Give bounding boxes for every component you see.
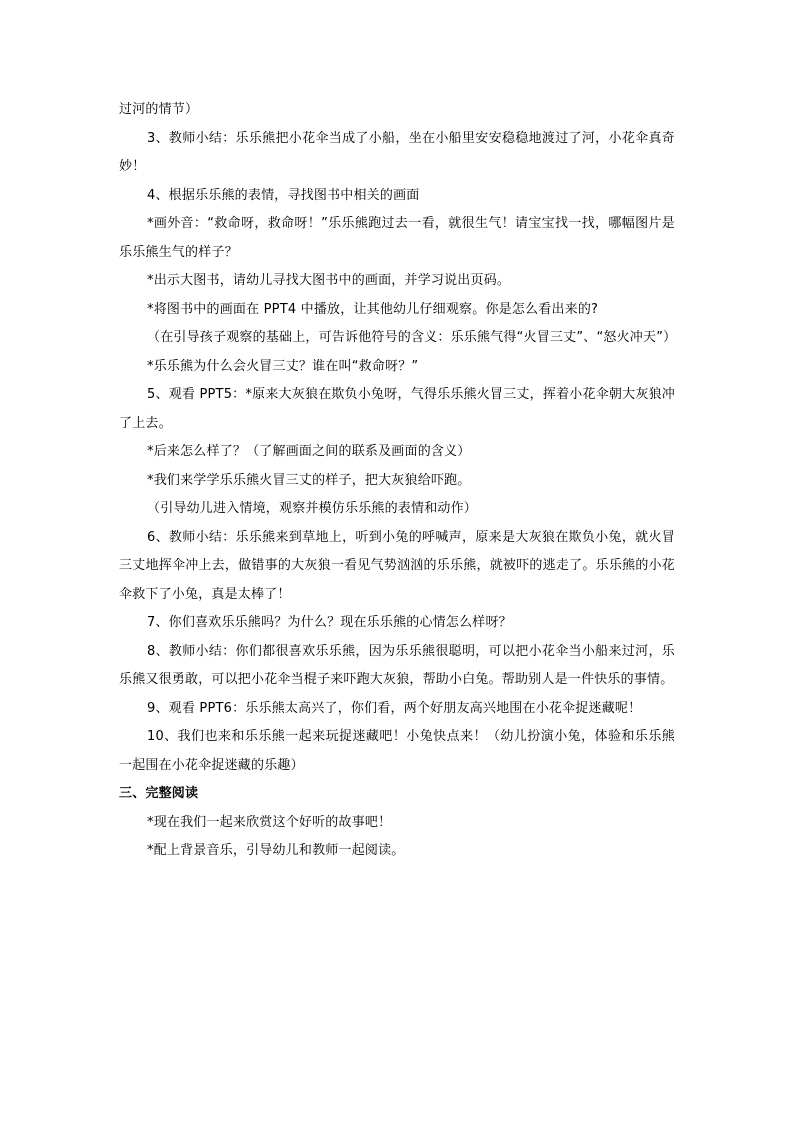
paragraph-background-music: *配上背景音乐，引导幼儿和教师一起阅读。 (147, 843, 405, 858)
paragraph-step-4: 4、根据乐乐熊的表情，寻找图书中相关的画面 (147, 187, 420, 203)
section-heading: 三、完整阅读 (119, 786, 199, 801)
paragraph-step-7: 7、你们喜欢乐乐熊吗？为什么？现在乐乐熊的心情怎么样呀？ (147, 615, 512, 630)
paragraph-what-next: *后来怎么样了？（了解画面之间的联系及画面的含义） (147, 444, 471, 459)
paragraph-step-5: 5、观看 PPT5：*原来大灰狼在欺负小兔呀，气得乐乐熊火冒三丈，挥着小花伞朝大灰狼冲了上去。 (119, 387, 675, 431)
paragraph-step-6: 6、教师小结：乐乐熊来到草地上，听到小兔的呼喊声，原来是大灰狼在欺负小兔，就火冒三丈地挥伞冲上去，做错事的大灰狼一看见气势汹汹的乐乐熊，就被吓的逃走了。乐乐熊的小花伞救下了小兔，真是太棒了！ (119, 529, 675, 602)
paragraph-big-book: *出示大图书，请幼儿寻找大图书中的画面，并学习说出页码。 (147, 273, 511, 288)
paragraph-step-8: 8、教师小结：你们都很喜欢乐乐熊，因为乐乐熊很聪明，可以把小花伞当小船来过河，乐乐熊又很勇敢，可以把小花伞当棍子来吓跑大灰狼，帮助小白兔。帮助别人是一件快乐的事情。 (119, 643, 675, 687)
paragraph-voiceover: *画外音：“救命呀，救命呀！”乐乐熊跑过去一看，就很生气！请宝宝找一找，哪幅图片是乐乐熊生气的样子？ (119, 216, 675, 260)
paragraph-symbol-hint: （在引导孩子观察的基础上，可告诉他符号的含义：乐乐熊气得“火冒三丈”、“怒火冲天”） (147, 330, 677, 345)
paragraph-continuation: 过河的情节） (119, 102, 199, 117)
paragraph-guide: （引导幼儿进入情境，观察并模仿乐乐熊的表情和动作） (147, 501, 478, 516)
paragraph-step-9: 9、观看 PPT6：乐乐熊太高兴了，你们看，两个好朋友高兴地围在小花伞捉迷藏呢！ (147, 700, 642, 716)
paragraph-imitate: *我们来学学乐乐熊火冒三丈的样子，把大灰狼给吓跑。 (147, 472, 471, 488)
paragraph-step-10: 10、我们也来和乐乐熊一起来玩捉迷藏吧！小兔快点来！（幼儿扮演小兔，体验和乐乐熊一起围在小花伞捉迷藏的乐趣） (119, 729, 675, 773)
paragraph-ppt4: *将图书中的画面在 PPT4 中播放，让其他幼儿仔细观察。你是怎么看出来的? (147, 301, 599, 317)
paragraph-question: *乐乐熊为什么会火冒三丈？谁在叫“救命呀？” (147, 358, 419, 374)
paragraph-enjoy-story: *现在我们一起来欣赏这个好听的故事吧！ (147, 814, 392, 830)
document-body (119, 96, 675, 866)
paragraph-step-3: 3、教师小结：乐乐熊把小花伞当成了小船，坐在小船里安安稳稳地渡过了河，小花伞真奇妙！ (119, 130, 675, 174)
